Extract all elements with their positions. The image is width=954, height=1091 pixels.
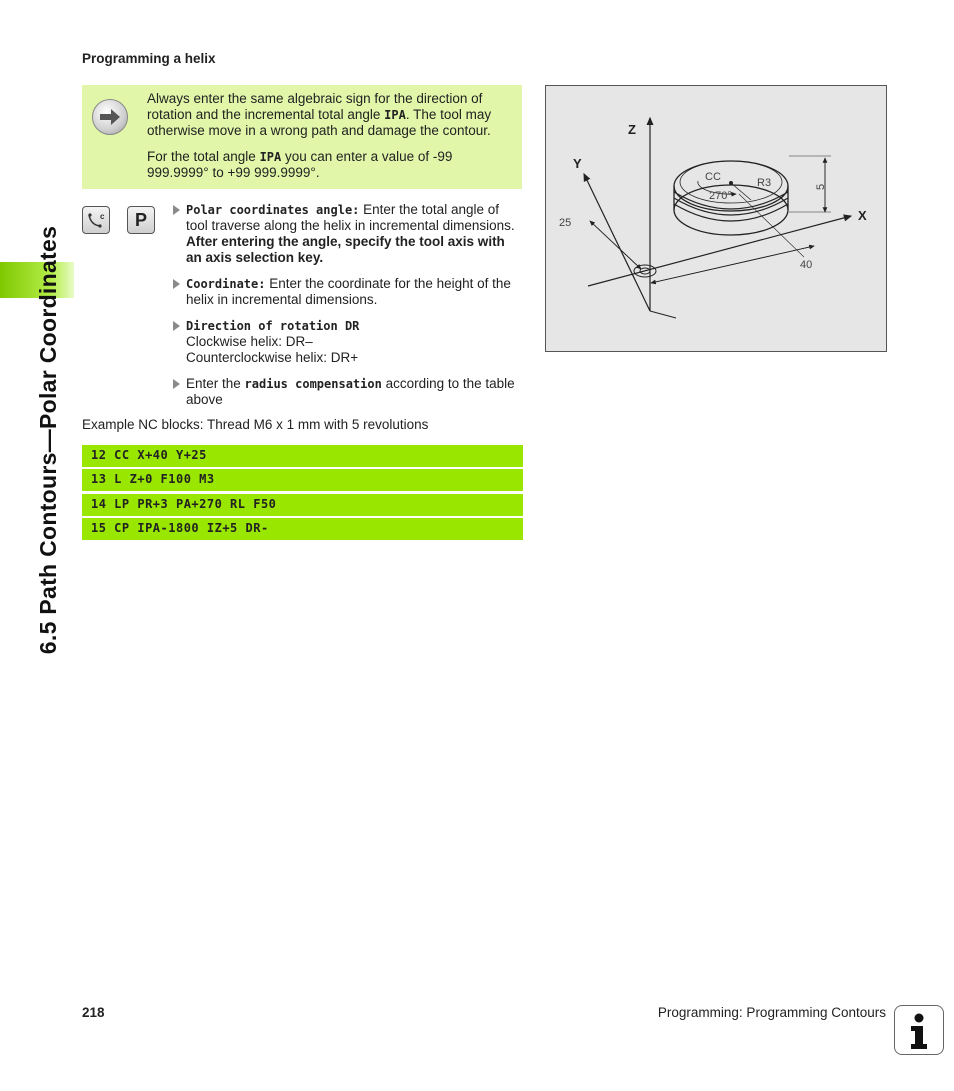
polar-arc-cc-icon xyxy=(82,206,110,234)
nc-block: 15 CP IPA-1800 IZ+5 DR- xyxy=(82,518,523,540)
footer-title: Programming: Programming Contours xyxy=(657,1005,886,1020)
dim-25: 25 xyxy=(559,217,572,229)
nc-block: 13 L Z+0 F100 M3 xyxy=(82,469,523,491)
step-item: Direction of rotation DR Clockwise helix: DR– Counterclockwise helix: DR+ xyxy=(172,318,524,366)
warning-note xyxy=(82,85,522,189)
arrow-right-icon xyxy=(92,99,128,135)
bullet-triangle-icon xyxy=(173,379,180,389)
dim-40: 40 xyxy=(800,259,813,271)
example-label: Example NC blocks: Thread M6 x 1 mm with 5 revolutions xyxy=(82,417,429,432)
axis-label-y: Y xyxy=(573,156,582,171)
page-number: 218 xyxy=(82,1005,105,1020)
note-text xyxy=(147,91,517,191)
nc-block: 14 LP PR+3 PA+270 RL F50 xyxy=(82,494,523,516)
bullet-triangle-icon xyxy=(173,279,180,289)
info-icon[interactable] xyxy=(894,1005,944,1055)
axis-label-z: Z xyxy=(628,122,636,137)
note-paragraph-2: For the total angle IPA you can enter a value of -99 999.9999° to +99 999.9999°. xyxy=(147,149,453,180)
axis-label-x: X xyxy=(858,208,867,223)
label-cc: CC xyxy=(705,171,721,183)
polar-key-p: P xyxy=(127,206,155,234)
step-item: Enter the radius compensation according to the table above xyxy=(172,376,524,408)
nc-block: 12 CC X+40 Y+25 xyxy=(82,445,523,467)
chapter-side-title: 6.5 Path Contours—Polar Coordinates xyxy=(35,225,61,655)
label-r3: R3 xyxy=(757,177,772,189)
bullet-triangle-icon xyxy=(173,321,180,331)
note-paragraph-1: Always enter the same algebraic sign for the direction of rotation and the incremental total angle IPA. The tool may otherwise move in a wrong path and damage the contour. xyxy=(147,91,492,138)
dim-5: 5 xyxy=(815,183,827,190)
helix-figure xyxy=(545,85,887,352)
section-heading: Programming a helix xyxy=(82,51,216,66)
svg-text:c: c xyxy=(100,212,105,221)
step-item: Polar coordinates angle: Enter the total angle of tool traverse along the helix in incremental dimensions. After entering the angle, specify the tool axis with an axis selection key. xyxy=(172,202,524,266)
step-item: Coordinate: Enter the coordinate for the height of the helix in incremental dimensions. xyxy=(172,276,524,308)
label-angle: 270° xyxy=(709,190,732,202)
step-list xyxy=(172,202,524,418)
bullet-triangle-icon xyxy=(173,205,180,215)
